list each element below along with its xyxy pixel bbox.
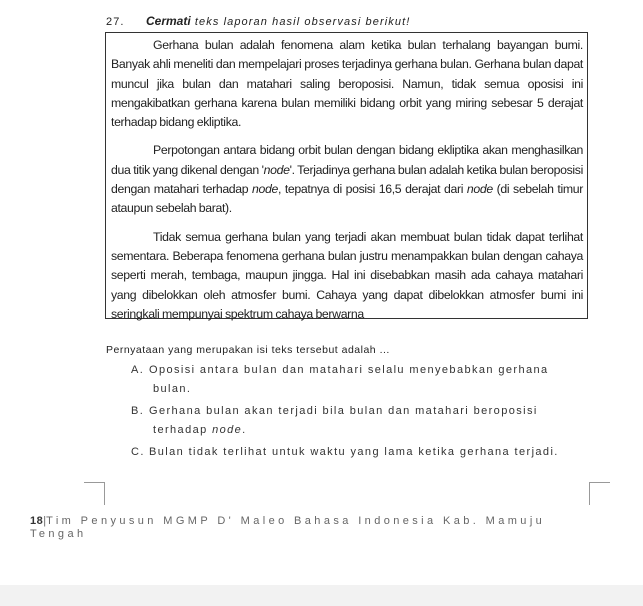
node-term: node xyxy=(212,424,243,436)
passage-paragraph-2 xyxy=(111,141,583,218)
option-a[interactable] xyxy=(131,361,571,399)
option-text xyxy=(149,402,571,440)
paragraph-2-text: (di sebelah timur ataupun sebelah barat). xyxy=(111,182,583,216)
passage-paragraph-3: Tidak semua gerhana bulan yang terjadi akan membuat bulan tidak dapat terlihat sementara. Beberapa fenomena gerhana bulan justru menampakkan bulan dengan cahaya seperti merah, tembaga, maupun jingga. Hal ini disebabkan masih ada cahaya matahari yang dibelokkan oleh atmosfer bumi. Cahaya yang dapat dibelokkan atmosfer bumi ini seringkali mempunyai spektrum cahaya berwarna xyxy=(111,229,583,321)
option-text xyxy=(149,443,571,462)
option-b-line-2-pre: terhadap xyxy=(153,424,213,436)
option-c-line-1: Bulan tidak terlihat untuk waktu yang lama ketika gerhana terjadi. xyxy=(149,446,559,458)
option-letter: A. xyxy=(131,364,145,376)
node-term: node xyxy=(466,182,493,197)
option-text xyxy=(149,361,571,399)
node-term: node xyxy=(263,162,290,177)
node-term: node xyxy=(252,182,279,197)
option-b-line-1: Gerhana bulan akan terjadi bila bulan dan matahari beroposisi xyxy=(149,405,538,417)
page-footer xyxy=(30,515,550,541)
passage-box xyxy=(105,32,588,319)
option-b-line-2 xyxy=(149,421,571,440)
option-b[interactable] xyxy=(131,402,571,440)
footer-page-number: 18 xyxy=(30,515,44,527)
option-c[interactable] xyxy=(131,443,571,462)
page-gap xyxy=(0,585,643,606)
paragraph-2-text: Perpotongan antara bidang orbit bulan dengan bidang ekliptika akan menghasilkan dua titik yang dikenal dengan ' xyxy=(111,143,583,177)
question-prompt: Pernyataan yang merupakan isi teks tersebut adalah ... xyxy=(106,344,390,356)
footer-separator: | xyxy=(43,515,47,527)
option-letter: C. xyxy=(131,446,145,458)
crop-mark-right xyxy=(589,482,610,505)
option-letter: B. xyxy=(131,405,145,417)
option-a-line-1: Oposisi antara bulan dan matahari selalu menyebabkan gerhana xyxy=(149,364,549,376)
option-a-line-2: bulan. xyxy=(153,383,192,395)
question-number: 27. xyxy=(106,16,125,28)
crop-mark-left xyxy=(84,482,105,505)
passage-paragraph-1: Gerhana bulan adalah fenomena alam ketika bulan terhalang bayangan bumi. Banyak ahli meneliti dan mempelajari proses terjadinya gerhana bulan. Gerhana bulan dapat muncul jika bulan dan matahari saling beroposisi. Namun, tidak semua oposisi ini mengakibatkan gerhana karena bulan memiliki bidang orbit yang miring sebesar 5 derajat terhadap bidang ekliptika. xyxy=(111,38,583,130)
question-keyword: Cermati xyxy=(146,14,191,28)
answer-options xyxy=(131,361,571,465)
footer-text: Tim Penyusun MGMP D' Maleo Bahasa Indonesia Kab. Mamuju Tengah xyxy=(30,515,546,540)
question-header xyxy=(106,14,410,28)
question-instruction: teks laporan hasil observasi berikut! xyxy=(190,16,411,28)
paragraph-2-text: , tepatnya di posisi 16,5 derajat dari xyxy=(278,182,467,197)
option-b-line-2-post: . xyxy=(242,424,247,436)
paragraph-2-text: '. Terjadinya gerhana bulan adalah ketika bulan beroposisi dengan matahari terhadap xyxy=(111,162,583,197)
